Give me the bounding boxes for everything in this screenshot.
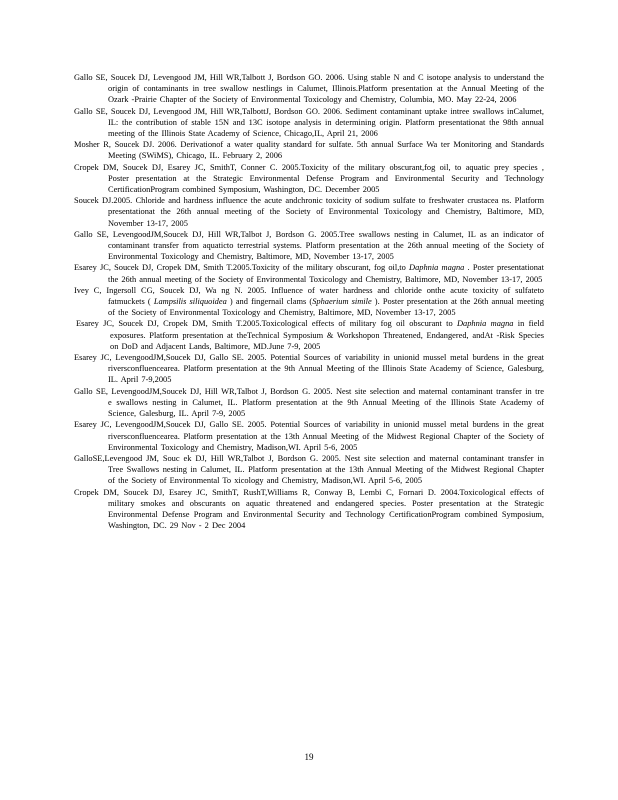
reference-entry (74, 106, 544, 140)
page-number: 19 (304, 752, 314, 762)
reference-entry (74, 386, 544, 420)
reference-entry (74, 285, 544, 319)
reference-species-name: Daphnia magna (457, 319, 514, 329)
reference-text: Ivey C, Ingersoll CG, Soucek DJ, Wa ng N. 2005. Influence of water hardness and chloride onthe acute toxicity of sulfateto fatmuckets ( (74, 285, 544, 307)
reference-entry (74, 352, 544, 386)
reference-text: Gallo SE, Soucek DJ, Levengood JM, Hill WR,TalbottJ, Bordson GO. 2006. Sediment contaminant uptake intree swallows inCalumet, IL: the contribution of stable 15N and 13C isotope analysis in determining origin. Platform presentationat the 98th annual meeting of the Illinois State Academy of Science, Chicago,IL, April 21, 2006 (74, 106, 544, 139)
reference-text: Cropek DM, Soucek DJ, Esarey JC, SmithT, RushT,Williams R, Conway B, Lembi C, Fornari D. 2004.Toxicological effects of military smokes and obscurants on aquatic threatened and endangered species. Poster presentation at the Strategic Environmental Defense Program and Environmental Security and Technology CertificationProgram combined Symposium, Washington, DC. 29 Nov - 2 Dec 2004 (74, 487, 544, 531)
reference-entry (74, 72, 544, 106)
reference-text: Esarey JC, Soucek DJ, Cropek DM, Smith T.2005.Toxicity of the military obscurant, fog oil,to (74, 263, 410, 273)
reference-text: Esarey JC, LevengoodJM,Soucek DJ, Gallo SE. 2005. Potential Sources of variability in unionid mussel metal burdens in the great riversconfluencearea. Platform presentation at the 9th Annual Meeting of the Illinois State Academy of Science, Galesburg, IL. April 7-9,2005 (74, 353, 544, 385)
reference-text: Esarey JC, LevengoodJM,Soucek DJ, Gallo SE. 2005. Potential Sources of variability in unionid mussel metal burdens in the great riversconfluencearea. Platform presentation at the 13th Annual Meeting of the Midwest Regional Chapter of the Society of Environmental Toxicology and Chemistry, Madison,WI. April 5-6, 2005 (74, 420, 544, 452)
reference-species-name: Daphnia magna (409, 263, 465, 273)
reference-text: in field exposures. Platform presentation at theTechnical Symposium & Workshopon Threatened, Endangered, andAt -Risk Species on DoD and Adjacent Lands, Baltimore, MD.June 7-9, 2005 (110, 319, 544, 351)
reference-entry (74, 487, 544, 532)
reference-entry (74, 453, 544, 487)
reference-entry (74, 419, 544, 453)
reference-entry (74, 195, 544, 229)
reference-text: Soucek DJ.2005. Chloride and hardness influence the acute andchronic toxicity of sodium sulfate to freshwater crustacea ns. Platform presentationat the 26th annual meeting of the Society of Environmental Toxicology and Chemistry, Baltimore, MD, November 13-17, 2005 (74, 196, 544, 228)
reference-text: ). Poster presentation at the 26th annual meeting of the Society of Environmental Toxicology and Chemistry, Baltimore, MD, November 13-17, 2005 (108, 297, 544, 318)
reference-list (74, 72, 544, 531)
reference-text: GalloSE,Levengood JM, Souc ek DJ, Hill WR,Talbot J, Bordson G. 2005. Nest site selection and maternal contaminant transfer in Tree Swallows nesting in Calumet, IL. Platform presentation at the 13th Annual Meeting of the Midwest Regional Chapter of the Society of Environmental To xicology and Chemistry, Madison,WI. April 5-6, 2005 (74, 453, 544, 486)
reference-entry (74, 139, 544, 161)
reference-entry (76, 318, 544, 352)
reference-text: ) and fingernail clams ( (226, 297, 313, 307)
reference-entry (74, 262, 544, 284)
reference-text: Cropek DM, Soucek DJ, Esarey JC, SmithT, Conner C. 2005.Toxicity of the military obscurant,fog oil, to aquatic prey species , Poster presentation at the Strategic Environmental Defense Program and Environmental Security and Technology CertificationProgram combined Symposium, Washington, DC. December 2005 (74, 162, 544, 195)
reference-species-name: Sphaerium simile (312, 297, 372, 307)
reference-entry (74, 162, 544, 196)
reference-text: Gallo SE, LevengoodJM,Soucek DJ, Hill WR,Talbot J, Bordson G. 2005.Tree swallows nesting in Calumet, IL as an indicator of contaminant transfer from aquaticto terrestrial systems. Platform presentation at the 26th annual meeting of the Society of Environmental Toxicology and Chemistry, Baltimore, MD, November 13-17, 2005 (74, 229, 544, 262)
reference-text: Mosher R, Soucek DJ. 2006. Derivationof a water quality standard for sulfate. 5th annual Surface Wa ter Monitoring and Standards Meeting (SWiMS), Chicago, IL. February 2, 2006 (74, 140, 544, 161)
reference-text: . Poster presentationat the 26th annual meeting of the Society of Environmental Toxicology and Chemistry, Baltimore, MD, November 13-17, 2005 (108, 263, 544, 284)
reference-text: Gallo SE, Soucek DJ, Levengood JM, Hill WR,Talbott J, Bordson GO. 2006. Using stable N and C isotope analysis to understand the origin of contaminants in tree swallow nestlings in Calumet, Illinois.Platform presentation at the Annual Meeting of the Ozark -Prairie Chapter of the Society of Environmental Toxicology and Chemistry, Columbia, MO. May 22-24, 2006 (74, 73, 544, 105)
reference-text: Esarey JC, Soucek DJ, Cropek DM, Smith T.2005.Toxicological effects of military fog oil obscurant to (76, 319, 457, 329)
reference-species-name: Lampsilis siliquoidea (153, 297, 227, 307)
reference-entry (74, 229, 544, 263)
reference-text: Gallo SE, LevengoodJM,Soucek DJ, Hill WR,Talbot J, Bordson G. 2005. Nest site selection and maternal contaminant transfer in tre e swallows nesting in Calumet, IL. Platform presentation at the 9th Annual Meeting of the Illinois State Academy of Science, Galesburg, IL. April 7-9, 2005 (74, 386, 544, 419)
